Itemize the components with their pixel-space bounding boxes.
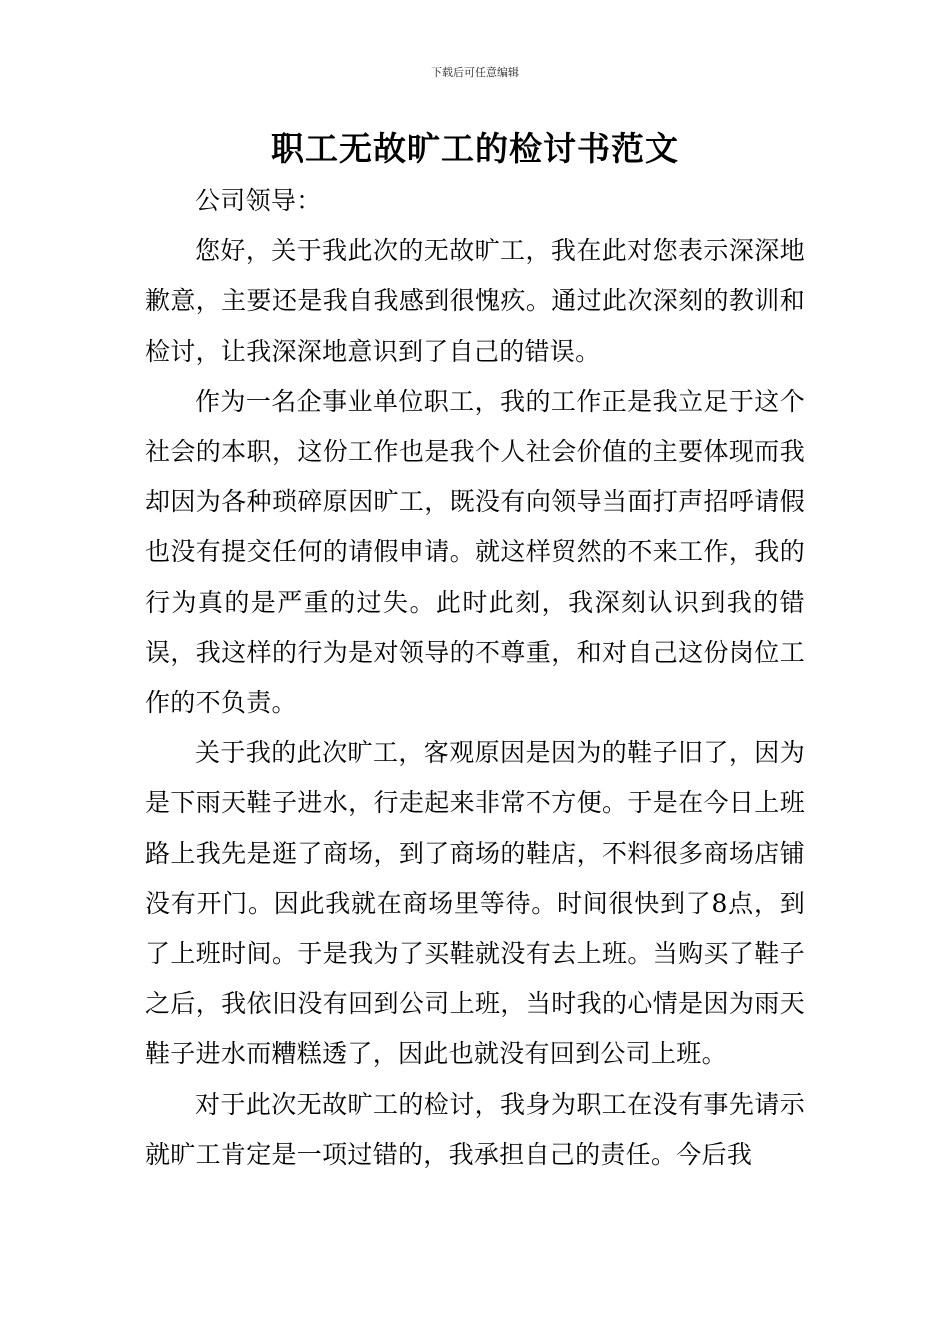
paragraph-3: 关于我的此次旷工，客观原因是因为的鞋子旧了，因为是下雨天鞋子进水，行走起来非常不方便。于是在今日上班路上我先是逛了商场，到了商场的鞋店，不料很多商场店铺没有开门。因此我就在商场里等待。时间很快到了8点，到了上班时间。于是我为了买鞋就没有去上班。当购买了鞋子之后，我依旧没有回到公司上班，当时我的心情是因为雨天鞋子进水而糟糕透了，因此也就没有回到公司上班。: [145, 738, 805, 1069]
salutation: 公司领导：: [195, 186, 322, 215]
document-body: [145, 176, 805, 1180]
paragraph-4: 对于此次无故旷工的检讨，我身为职工在没有事先请示就旷工肯定是一项过错的，我承担自己的责任。今后我: [145, 1089, 805, 1169]
header-note: 下载后可任意编辑: [431, 66, 519, 79]
document-title: 职工无故旷工的检讨书范文: [271, 129, 679, 168]
paragraph-1: 您好，关于我此次的无故旷工，我在此对您表示深深地歉意，主要还是我自我感到很愧疚。通过此次深刻的教训和检讨，让我深深地意识到了自己的错误。: [145, 236, 805, 366]
paragraph-2: 作为一名企事业单位职工，我的工作正是我立足于这个社会的本职，这份工作也是我个人社会价值的主要体现而我却因为各种琐碎原因旷工，既没有向领导当面打声招呼请假也没有提交任何的请假申请。就这样贸然的不来工作，我的行为真的是严重的过失。此时此刻，我深刻认识到我的错误，我这样的行为是对领导的不尊重，和对自己这份岗位工作的不负责。: [145, 386, 805, 718]
